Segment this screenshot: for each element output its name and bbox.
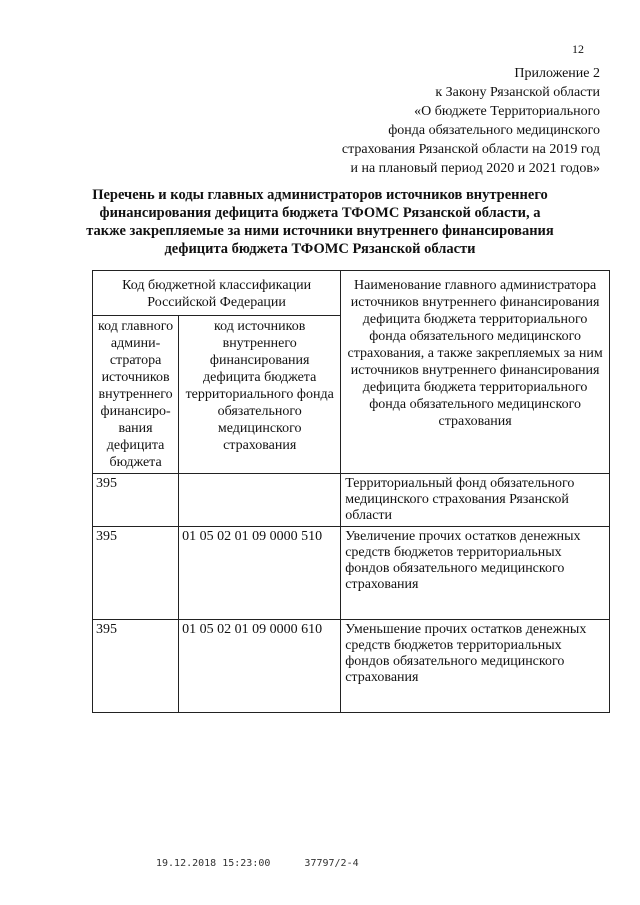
- name-cell: Территориальный фонд обязательного медицинского страхования Рязанской области: [341, 474, 610, 527]
- admin-code-cell: 395: [93, 620, 179, 713]
- appendix-line: к Закону Рязанской области: [435, 85, 600, 100]
- appendix-line: Приложение 2: [514, 66, 600, 81]
- page-number: 12: [572, 42, 584, 56]
- admin-code-cell: 395: [93, 527, 179, 620]
- header-budget-classification: Код бюджетной классификации Российской Федерации: [93, 271, 341, 316]
- table-row: [93, 620, 610, 713]
- appendix-line: фонда обязательного медицинского: [388, 123, 600, 138]
- header-admin-code: код главного админи-стратора источников внутреннего финансиро-вания дефицита бюджета: [93, 316, 179, 474]
- table-row: [93, 527, 610, 620]
- source-code-cell: [179, 474, 341, 527]
- footer-timestamp: 19.12.2018 15:23:00: [156, 858, 271, 869]
- source-code-cell: 01 05 02 01 09 0000 510: [179, 527, 341, 620]
- classification-table: [92, 270, 610, 713]
- appendix-line: и на плановый период 2020 и 2021 годов»: [350, 161, 600, 176]
- table-header-row: [93, 271, 610, 316]
- name-cell: Уменьшение прочих остатков денежных средств бюджетов территориальных фондов обязательного медицинского страхования: [341, 620, 610, 713]
- header-administrator-name: Наименование главного администратора источников внутреннего финансирования дефицита бюджета территориального фонда обязательного медицинского страхования, а также закрепляемых за ним источников внутреннего финансирования дефицита бюджета территориального фонда обязательного медицинского страхования: [341, 271, 610, 474]
- source-code-cell: 01 05 02 01 09 0000 610: [179, 620, 341, 713]
- footer-stamp: [156, 858, 387, 869]
- title-line: дефицита бюджета ТФОМС Рязанской области: [164, 241, 476, 257]
- footer-document-id: 37797/2-4: [304, 858, 359, 869]
- header-source-code: код источников внутреннего финансирования дефицита бюджета территориального фонда обязательного медицинского страхования: [179, 316, 341, 474]
- appendix-line: страхования Рязанской области на 2019 год: [341, 142, 600, 157]
- table-row: [93, 474, 610, 527]
- title-line: также закрепляемые за ними источники внутреннего финансирования: [86, 223, 554, 239]
- document-title: [60, 186, 580, 258]
- admin-code-cell: 395: [93, 474, 179, 527]
- appendix-line: «О бюджете Территориального: [414, 104, 600, 119]
- title-line: финансирования дефицита бюджета ТФОМС Рязанской области, а: [99, 205, 541, 221]
- appendix-header: [260, 64, 600, 178]
- title-line: Перечень и коды главных администраторов источников внутреннего: [92, 187, 548, 203]
- name-cell: Увеличение прочих остатков денежных средств бюджетов территориальных фондов обязательного медицинского страхования: [341, 527, 610, 620]
